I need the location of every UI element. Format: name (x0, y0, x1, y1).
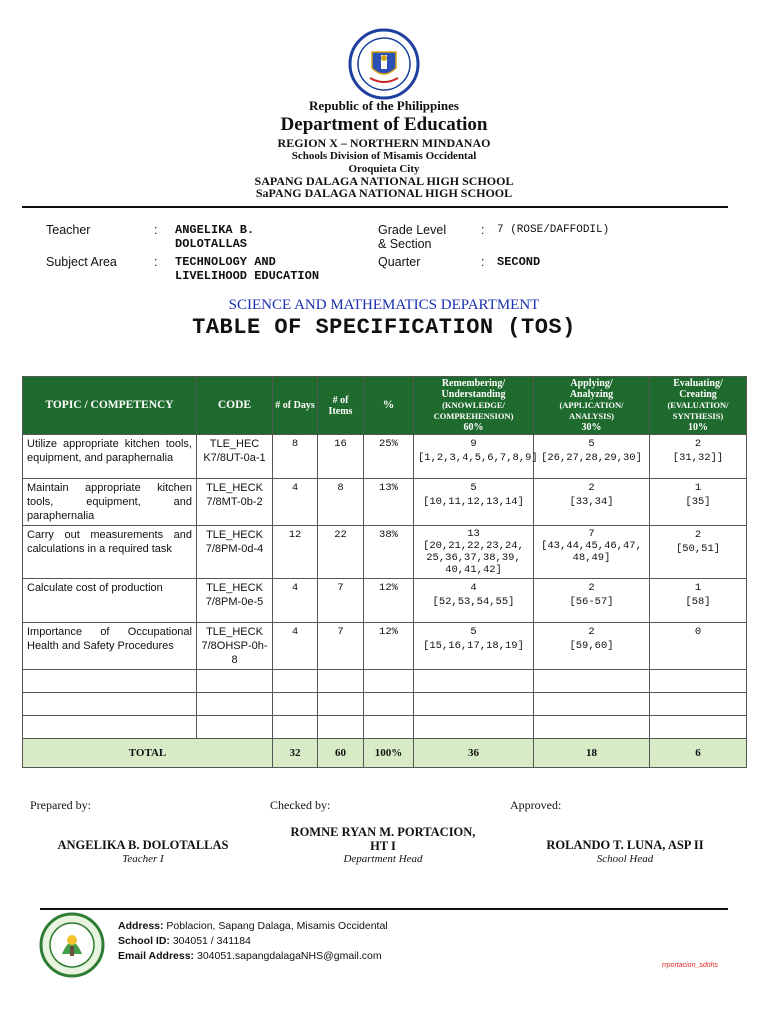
empty-row (23, 670, 747, 693)
school-line-1: SAPANG DALAGA NATIONAL HIGH SCHOOL (254, 174, 514, 188)
row-pct: 13% (364, 479, 414, 526)
eva-count: 2 (694, 438, 702, 450)
row-applying (534, 435, 650, 479)
row-evaluating (650, 479, 747, 526)
total-evaluating: 6 (650, 739, 747, 768)
tos-table (22, 376, 747, 768)
checked-title: Department Head (343, 853, 423, 865)
row-applying (534, 526, 650, 579)
row-items: 7 (318, 579, 364, 623)
row-items: 22 (318, 526, 364, 579)
app-count: 5 (588, 438, 595, 450)
header-app-line-3: (APPLICATION/ (559, 400, 624, 410)
row-topic: Carry out measurements and calculations in a required task (23, 526, 197, 579)
checked-by-label: Checked by: (270, 798, 331, 812)
header-eva-line-2: Creating (679, 389, 717, 400)
header-topic: TOPIC / COMPETENCY (23, 377, 197, 435)
grade-label-2: & Section (378, 237, 432, 251)
deped-seal-logo (348, 28, 420, 100)
row-applying (534, 479, 650, 526)
rem-count: 9 (470, 438, 477, 450)
header-rem-line-4: COMPREHENSION) (433, 411, 514, 421)
eva-items: [58] (685, 596, 711, 608)
header-eva-line-3: (EVALUATION/ (667, 400, 729, 410)
subject-value-2: LIVELIHOOD EDUCATION (175, 269, 320, 283)
app-count: 7 (588, 528, 595, 540)
republic-line: Republic of the Philippines (309, 98, 459, 113)
eva-items: [35] (685, 496, 711, 508)
total-label: TOTAL (23, 739, 273, 768)
row-pct: 38% (364, 526, 414, 579)
eva-items: [50,51] (675, 543, 721, 555)
app-count: 2 (588, 482, 595, 494)
row-evaluating (650, 435, 747, 479)
address-label: Address: (118, 920, 164, 932)
table-row (23, 623, 747, 670)
teacher-value-2: DOLOTALLAS (175, 237, 248, 251)
row-evaluating (650, 623, 747, 670)
subject-value-1: TECHNOLOGY AND (175, 255, 276, 269)
credit-text: rrportacion_sdnhs (662, 962, 719, 969)
rem-items: [15,16,17,18,19] (423, 640, 524, 652)
eva-count: 1 (694, 482, 702, 494)
empty-row (23, 693, 747, 716)
school-id-value: 304051 / 341184 (169, 935, 251, 947)
school-line-2: SaPANG DALAGA NATIONAL HIGH SCHOOL (255, 186, 513, 200)
division-line: Schools Division of Misamis Occidental (291, 150, 477, 162)
row-code: TLE_HECK 7/8PM-0d-4 (197, 526, 273, 579)
grade-colon: : (481, 223, 485, 237)
email-label: Email Address: (118, 950, 195, 962)
table-row (23, 579, 747, 623)
rem-items: [52,53,54,55] (432, 596, 515, 608)
total-days: 32 (273, 739, 318, 768)
table-row (23, 526, 747, 579)
teacher-value-1: ANGELIKA B. (175, 223, 255, 237)
subject-colon: : (154, 255, 158, 269)
row-code: TLE_HEC K7/8UT-0a-1 (197, 435, 273, 479)
eva-count: 2 (694, 529, 702, 541)
total-row (23, 739, 747, 768)
teacher-colon: : (154, 223, 158, 237)
header-app-line-2: Analyzing (569, 389, 614, 400)
row-topic: Utilize appropriate kitchen tools, equipment, and paraphernalia (23, 435, 197, 479)
header-rem-line-5: 60% (463, 422, 484, 433)
approved-label: Approved: (510, 798, 562, 812)
row-days: 12 (273, 526, 318, 579)
header-app-line-1: Applying/ (570, 378, 613, 389)
total-remembering: 36 (414, 739, 534, 768)
row-evaluating (650, 526, 747, 579)
header-divider (22, 206, 728, 208)
row-items: 7 (318, 623, 364, 670)
tos-title: TABLE OF SPECIFICATION (TOS) (192, 315, 576, 340)
grade-label-1: Grade Level (378, 223, 447, 237)
department-title: SCIENCE AND MATHEMATICS DEPARTMENT (228, 297, 540, 313)
row-days: 4 (273, 623, 318, 670)
app-items: [56-57] (569, 596, 614, 608)
table-row (23, 479, 747, 526)
header-items: # of Items (318, 377, 364, 435)
total-applying: 18 (534, 739, 650, 768)
row-pct: 12% (364, 623, 414, 670)
rem-count: 5 (470, 482, 477, 494)
eva-items: [31,32]] (672, 452, 724, 464)
total-items: 60 (318, 739, 364, 768)
app-count: 2 (588, 582, 595, 594)
table-row (23, 435, 747, 479)
approved-title: School Head (596, 853, 654, 865)
header-pct: % (364, 377, 414, 435)
row-remembering (414, 526, 534, 579)
school-id-label: School ID: (118, 935, 170, 947)
row-pct: 25% (364, 435, 414, 479)
footer-divider (40, 908, 728, 910)
footer-address (118, 919, 388, 934)
school-seal-logo (38, 912, 106, 978)
header-app-line-4: ANALYSIS) (568, 411, 615, 421)
header-code: CODE (197, 377, 273, 435)
row-days: 4 (273, 479, 318, 526)
grade-value: 7 (ROSE/DAFFODIL) (497, 224, 610, 236)
row-days: 8 (273, 435, 318, 479)
empty-row (23, 716, 747, 739)
row-days: 4 (273, 579, 318, 623)
row-code: TLE_HECK 7/8MT-0b-2 (197, 479, 273, 526)
quarter-value: SECOND (497, 255, 541, 269)
header-eva-line-4: SYNTHESIS) (672, 411, 724, 421)
app-items: [26,27,28,29,30] (541, 452, 642, 464)
header-remembering (414, 377, 534, 435)
rem-count: 4 (470, 582, 477, 594)
row-pct: 12% (364, 579, 414, 623)
total-pct: 100% (364, 739, 414, 768)
header-eva-line-1: Evaluating/ (673, 378, 723, 389)
rem-items: [10,11,12,13,14] (423, 496, 524, 508)
header-rem-line-2: Understanding (441, 389, 506, 400)
row-topic: Calculate cost of production (23, 579, 197, 623)
row-remembering (414, 479, 534, 526)
rem-items: [1,2,3,4,5,6,7,8,9] (418, 452, 538, 464)
region-line: REGION X – NORTHERN MINDANAO (277, 136, 491, 150)
app-items: [59,60] (569, 640, 614, 652)
header-eva-line-5: 10% (688, 422, 708, 433)
prepared-by-label: Prepared by: (30, 798, 91, 812)
department-name: Department of Education (280, 114, 488, 135)
app-items: [33,34] (569, 496, 614, 508)
row-code: TLE_HECK 7/8PM-0e-5 (197, 579, 273, 623)
app-items: [43,44,45,46,47, 48,49] (541, 540, 642, 564)
checked-name-1: ROMNE RYAN M. PORTACION, (290, 825, 476, 839)
header-evaluating (650, 377, 747, 435)
email-value: 304051.sapangdalagaNHS@gmail.com (194, 950, 382, 962)
row-evaluating (650, 579, 747, 623)
eva-count: 0 (694, 626, 702, 638)
header-app-line-5: 30% (581, 422, 602, 433)
row-remembering (414, 435, 538, 479)
quarter-label: Quarter (378, 255, 421, 269)
row-items: 8 (318, 479, 364, 526)
header-applying (534, 377, 650, 435)
app-count: 2 (588, 626, 595, 638)
city-line: Oroquieta City (348, 163, 420, 175)
approved-name: ROLANDO T. LUNA, ASP II (546, 838, 704, 852)
header-rem-line-1: Remembering/ (441, 378, 506, 389)
rem-count: 5 (470, 626, 477, 638)
header-rem-line-3: (KNOWLEDGE/ (442, 400, 505, 410)
row-topic: Importance of Occupational Health and Safety Procedures (23, 623, 197, 670)
row-applying (534, 623, 650, 670)
checked-name-2: HT I (370, 839, 396, 853)
header-days: # of Days (273, 377, 318, 435)
rem-count: 13 (467, 528, 480, 540)
row-code: TLE_HECK 7/8OHSP-0h-8 (197, 623, 273, 670)
footer-school-id (118, 934, 251, 949)
row-remembering (414, 579, 534, 623)
address-value: Poblacion, Sapang Dalaga, Misamis Occidental (163, 920, 388, 932)
eva-count: 1 (694, 582, 702, 594)
subject-label: Subject Area (46, 255, 117, 269)
row-topic: Maintain appropriate kitchen tools, equipment, and paraphernalia (23, 479, 197, 526)
teacher-label: Teacher (46, 223, 91, 237)
quarter-colon: : (481, 255, 485, 269)
prepared-name: ANGELIKA B. DOLOTALLAS (57, 838, 229, 852)
prepared-title: Teacher I (122, 853, 164, 865)
row-items: 16 (318, 435, 364, 479)
rem-items: [20,21,22,23,24, 25,36,37,38,39, 40,41,42] (423, 540, 524, 576)
row-remembering (414, 623, 534, 670)
footer-email (118, 949, 382, 964)
row-applying (534, 579, 650, 623)
